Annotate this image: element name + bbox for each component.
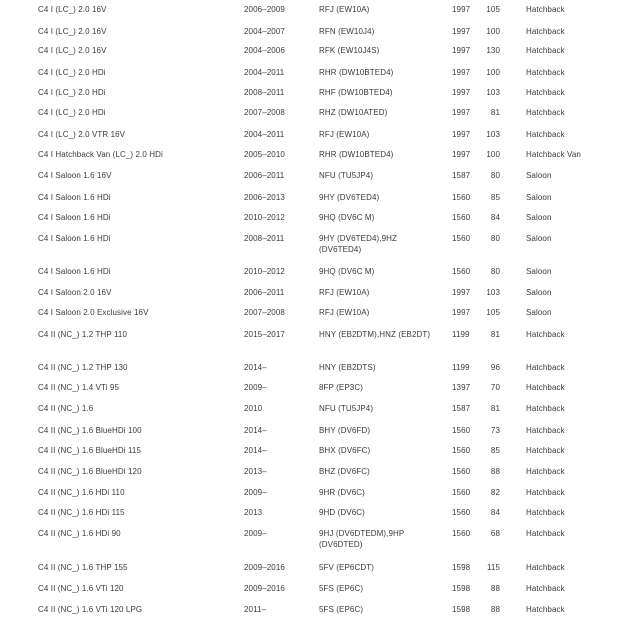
body-type-cell: Saloon <box>526 171 552 180</box>
capacity-cc-cell: 1997 <box>452 150 471 159</box>
model-cell: C4 II (NC_) 1.6 HDi 110 <box>38 488 125 497</box>
power-kw-cell: 88 <box>490 605 500 614</box>
body-type-cell: Hatchback <box>526 130 565 139</box>
body-type-cell: Hatchback <box>526 467 565 476</box>
model-cell: C4 II (NC_) 1.6 BlueHDi 115 <box>38 446 142 455</box>
engine-code-cell: RHR (DW10BTED4) <box>319 68 394 77</box>
production-years-cell: 2009–2016 <box>244 584 285 593</box>
production-years-cell: 2010–2012 <box>244 267 285 276</box>
capacity-cc-cell: 1997 <box>452 108 471 117</box>
model-cell: C4 II (NC_) 1.6 BlueHDi 100 <box>38 426 142 435</box>
production-years-cell: 2010 <box>244 404 263 413</box>
body-type-cell: Saloon <box>526 267 552 276</box>
power-kw-cell: 85 <box>490 193 500 202</box>
body-type-cell: Hatchback <box>526 68 565 77</box>
production-years-cell: 2008–2011 <box>244 88 285 97</box>
model-cell: C4 II (NC_) 1.6 HDi 90 <box>38 529 121 538</box>
engine-code-cell: RFJ (EW10A) <box>319 288 370 297</box>
engine-code-cell: 5FV (EP6CDT) <box>319 563 374 572</box>
production-years-cell: 2013 <box>244 508 263 517</box>
body-type-cell: Hatchback <box>526 88 565 97</box>
capacity-cc-cell: 1587 <box>452 404 471 413</box>
engine-code-cell: RFJ (EW10A) <box>319 308 370 317</box>
capacity-cc-cell: 1997 <box>452 68 471 77</box>
capacity-cc-cell: 1560 <box>452 529 471 538</box>
capacity-cc-cell: 1560 <box>452 213 471 222</box>
power-kw-cell: 81 <box>490 330 500 339</box>
body-type-cell: Hatchback <box>526 446 565 455</box>
capacity-cc-cell: 1560 <box>452 467 471 476</box>
model-cell: C4 I (LC_) 2.0 16V <box>38 5 107 14</box>
production-years-cell: 2014– <box>244 363 267 372</box>
body-type-cell: Saloon <box>526 234 552 243</box>
body-type-cell: Hatchback <box>526 46 565 55</box>
engine-code-cell: 5FS (EP6C) <box>319 584 364 593</box>
body-type-cell: Hatchback <box>526 426 565 435</box>
capacity-cc-cell: 1560 <box>452 488 471 497</box>
production-years-cell: 2006–2009 <box>244 5 285 14</box>
capacity-cc-cell: 1598 <box>452 563 471 572</box>
capacity-cc-cell: 1997 <box>452 46 471 55</box>
model-cell: C4 I (LC_) 2.0 HDi <box>38 88 106 97</box>
power-kw-cell: 103 <box>486 88 500 97</box>
body-type-cell: Hatchback <box>526 404 565 413</box>
production-years-cell: 2004–2007 <box>244 27 285 36</box>
production-years-cell: 2008–2011 <box>244 234 285 243</box>
power-kw-cell: 100 <box>486 68 500 77</box>
production-years-cell: 2009–2016 <box>244 563 285 572</box>
production-years-cell: 2004–2011 <box>244 130 285 139</box>
body-type-cell: Hatchback <box>526 27 565 36</box>
capacity-cc-cell: 1997 <box>452 308 471 317</box>
capacity-cc-cell: 1587 <box>452 171 471 180</box>
engine-code-cell: BHY (DV6FD) <box>319 426 371 435</box>
body-type-cell: Hatchback <box>526 363 565 372</box>
power-kw-cell: 84 <box>490 213 500 222</box>
engine-code-cell: 8FP (EP3C) <box>319 383 363 392</box>
capacity-cc-cell: 1997 <box>452 5 471 14</box>
model-cell: C4 I Saloon 2.0 Exclusive 16V <box>38 308 149 317</box>
body-type-cell: Saloon <box>526 308 552 317</box>
production-years-cell: 2004–2006 <box>244 46 285 55</box>
production-years-cell: 2009– <box>244 529 267 538</box>
body-type-cell: Hatchback <box>526 605 565 614</box>
model-cell: C4 II (NC_) 1.6 BlueHDi 120 <box>38 467 142 476</box>
model-cell: C4 II (NC_) 1.6 THP 155 <box>38 563 128 572</box>
engine-code-cell: 9HY (DV6TED4),9HZ (DV6TED4) <box>319 234 398 254</box>
body-type-cell: Hatchback Van <box>526 150 581 159</box>
engine-code-cell: NFU (TU5JP4) <box>319 404 374 413</box>
production-years-cell: 2015–2017 <box>244 330 285 339</box>
capacity-cc-cell: 1560 <box>452 193 471 202</box>
production-years-cell: 2006–2011 <box>244 171 285 180</box>
capacity-cc-cell: 1598 <box>452 584 471 593</box>
production-years-cell: 2006–2011 <box>244 288 285 297</box>
capacity-cc-cell: 1560 <box>452 508 471 517</box>
model-cell: C4 II (NC_) 1.6 VTi 120 LPG <box>38 605 143 614</box>
power-kw-cell: 115 <box>486 563 500 572</box>
production-years-cell: 2014– <box>244 446 267 455</box>
engine-code-cell: 5FS (EP6C) <box>319 605 364 614</box>
capacity-cc-cell: 1997 <box>452 88 471 97</box>
model-cell: C4 I Hatchback Van (LC_) 2.0 HDi <box>38 150 163 159</box>
model-cell: C4 I (LC_) 2.0 HDi <box>38 68 106 77</box>
production-years-cell: 2010–2012 <box>244 213 285 222</box>
capacity-cc-cell: 1560 <box>452 426 471 435</box>
model-cell: C4 II (NC_) 1.2 THP 130 <box>38 363 128 372</box>
power-kw-cell: 130 <box>486 46 500 55</box>
body-type-cell: Hatchback <box>526 488 565 497</box>
power-kw-cell: 80 <box>490 171 500 180</box>
engine-code-cell: 9HQ (DV6C M) <box>319 213 375 222</box>
power-kw-cell: 82 <box>490 488 500 497</box>
engine-code-cell: RHR (DW10BTED4) <box>319 150 394 159</box>
capacity-cc-cell: 1199 <box>452 330 470 339</box>
power-kw-cell: 85 <box>490 446 500 455</box>
power-kw-cell: 80 <box>490 267 500 276</box>
model-cell: C4 II (NC_) 1.6 VTi 120 <box>38 584 124 593</box>
power-kw-cell: 105 <box>486 308 500 317</box>
production-years-cell: 2014– <box>244 426 267 435</box>
production-years-cell: 2004–2011 <box>244 68 285 77</box>
body-type-cell: Hatchback <box>526 330 565 339</box>
engine-code-cell: RHZ (DW10ATED) <box>319 108 388 117</box>
model-cell: C4 I Saloon 1.6 HDi <box>38 234 111 243</box>
engine-code-cell: 9HJ (DV6DTEDM),9HP (DV6DTED) <box>319 529 405 549</box>
body-type-cell: Saloon <box>526 193 552 202</box>
engine-code-cell: HNY (EB2DTM),HNZ (EB2DT) <box>319 330 431 339</box>
model-cell: C4 I Saloon 1.6 HDi <box>38 193 111 202</box>
engine-code-cell: 9HR (DV6C) <box>319 488 365 497</box>
body-type-cell: Hatchback <box>526 5 565 14</box>
body-type-cell: Hatchback <box>526 508 565 517</box>
production-years-cell: 2007–2008 <box>244 308 285 317</box>
production-years-cell: 2005–2010 <box>244 150 285 159</box>
model-cell: C4 II (NC_) 1.2 THP 110 <box>38 330 128 339</box>
body-type-cell: Saloon <box>526 213 552 222</box>
capacity-cc-cell: 1199 <box>452 363 470 372</box>
body-type-cell: Saloon <box>526 288 552 297</box>
power-kw-cell: 80 <box>490 234 500 243</box>
production-years-cell: 2006–2013 <box>244 193 285 202</box>
capacity-cc-cell: 1397 <box>452 383 471 392</box>
engine-code-cell: RFJ (EW10A) <box>319 130 370 139</box>
power-kw-cell: 96 <box>490 363 500 372</box>
power-kw-cell: 100 <box>486 150 500 159</box>
engine-code-cell: RFK (EW10J4S) <box>319 46 380 55</box>
engine-code-cell: HNY (EB2DTS) <box>319 363 376 372</box>
production-years-cell: 2013– <box>244 467 267 476</box>
model-cell: C4 I Saloon 1.6 HDi <box>38 213 111 222</box>
model-cell: C4 I (LC_) 2.0 HDi <box>38 108 106 117</box>
capacity-cc-cell: 1560 <box>452 267 471 276</box>
engine-code-cell: 9HD (DV6C) <box>319 508 365 517</box>
model-cell: C4 I (LC_) 2.0 VTR 16V <box>38 130 126 139</box>
production-years-cell: 2011– <box>244 605 267 614</box>
power-kw-cell: 100 <box>486 27 500 36</box>
engine-code-cell: RFN (EW10J4) <box>319 27 375 36</box>
body-type-cell: Hatchback <box>526 529 565 538</box>
model-cell: C4 II (NC_) 1.4 VTi 95 <box>38 383 120 392</box>
power-kw-cell: 88 <box>490 467 500 476</box>
engine-code-cell: RHF (DW10BTED4) <box>319 88 393 97</box>
capacity-cc-cell: 1997 <box>452 130 471 139</box>
body-type-cell: Hatchback <box>526 383 565 392</box>
power-kw-cell: 73 <box>490 426 500 435</box>
capacity-cc-cell: 1598 <box>452 605 471 614</box>
power-kw-cell: 105 <box>486 5 500 14</box>
power-kw-cell: 81 <box>490 108 500 117</box>
power-kw-cell: 68 <box>490 529 500 538</box>
model-cell: C4 I (LC_) 2.0 16V <box>38 27 107 36</box>
production-years-cell: 2009– <box>244 488 267 497</box>
power-kw-cell: 88 <box>490 584 500 593</box>
model-cell: C4 II (NC_) 1.6 HDi 115 <box>38 508 125 517</box>
model-cell: C4 II (NC_) 1.6 <box>38 404 94 413</box>
engine-code-cell: BHZ (DV6FC) <box>319 467 370 476</box>
engine-code-cell: 9HQ (DV6C M) <box>319 267 375 276</box>
body-type-cell: Hatchback <box>526 108 565 117</box>
power-kw-cell: 81 <box>490 404 500 413</box>
body-type-cell: Hatchback <box>526 563 565 572</box>
power-kw-cell: 70 <box>490 383 500 392</box>
model-cell: C4 I Saloon 1.6 HDi <box>38 267 111 276</box>
power-kw-cell: 103 <box>486 130 500 139</box>
engine-code-cell: NFU (TU5JP4) <box>319 171 374 180</box>
capacity-cc-cell: 1560 <box>452 234 471 243</box>
model-cell: C4 I Saloon 1.6 16V <box>38 171 112 180</box>
production-years-cell: 2009– <box>244 383 267 392</box>
engine-code-cell: RFJ (EW10A) <box>319 5 370 14</box>
capacity-cc-cell: 1560 <box>452 446 471 455</box>
engine-code-cell: BHX (DV6FC) <box>319 446 371 455</box>
power-kw-cell: 103 <box>486 288 500 297</box>
model-cell: C4 I Saloon 2.0 16V <box>38 288 112 297</box>
power-kw-cell: 84 <box>490 508 500 517</box>
model-cell: C4 I (LC_) 2.0 16V <box>38 46 107 55</box>
capacity-cc-cell: 1997 <box>452 288 471 297</box>
engine-code-cell: 9HY (DV6TED4) <box>319 193 380 202</box>
production-years-cell: 2007–2008 <box>244 108 285 117</box>
capacity-cc-cell: 1997 <box>452 27 471 36</box>
body-type-cell: Hatchback <box>526 584 565 593</box>
